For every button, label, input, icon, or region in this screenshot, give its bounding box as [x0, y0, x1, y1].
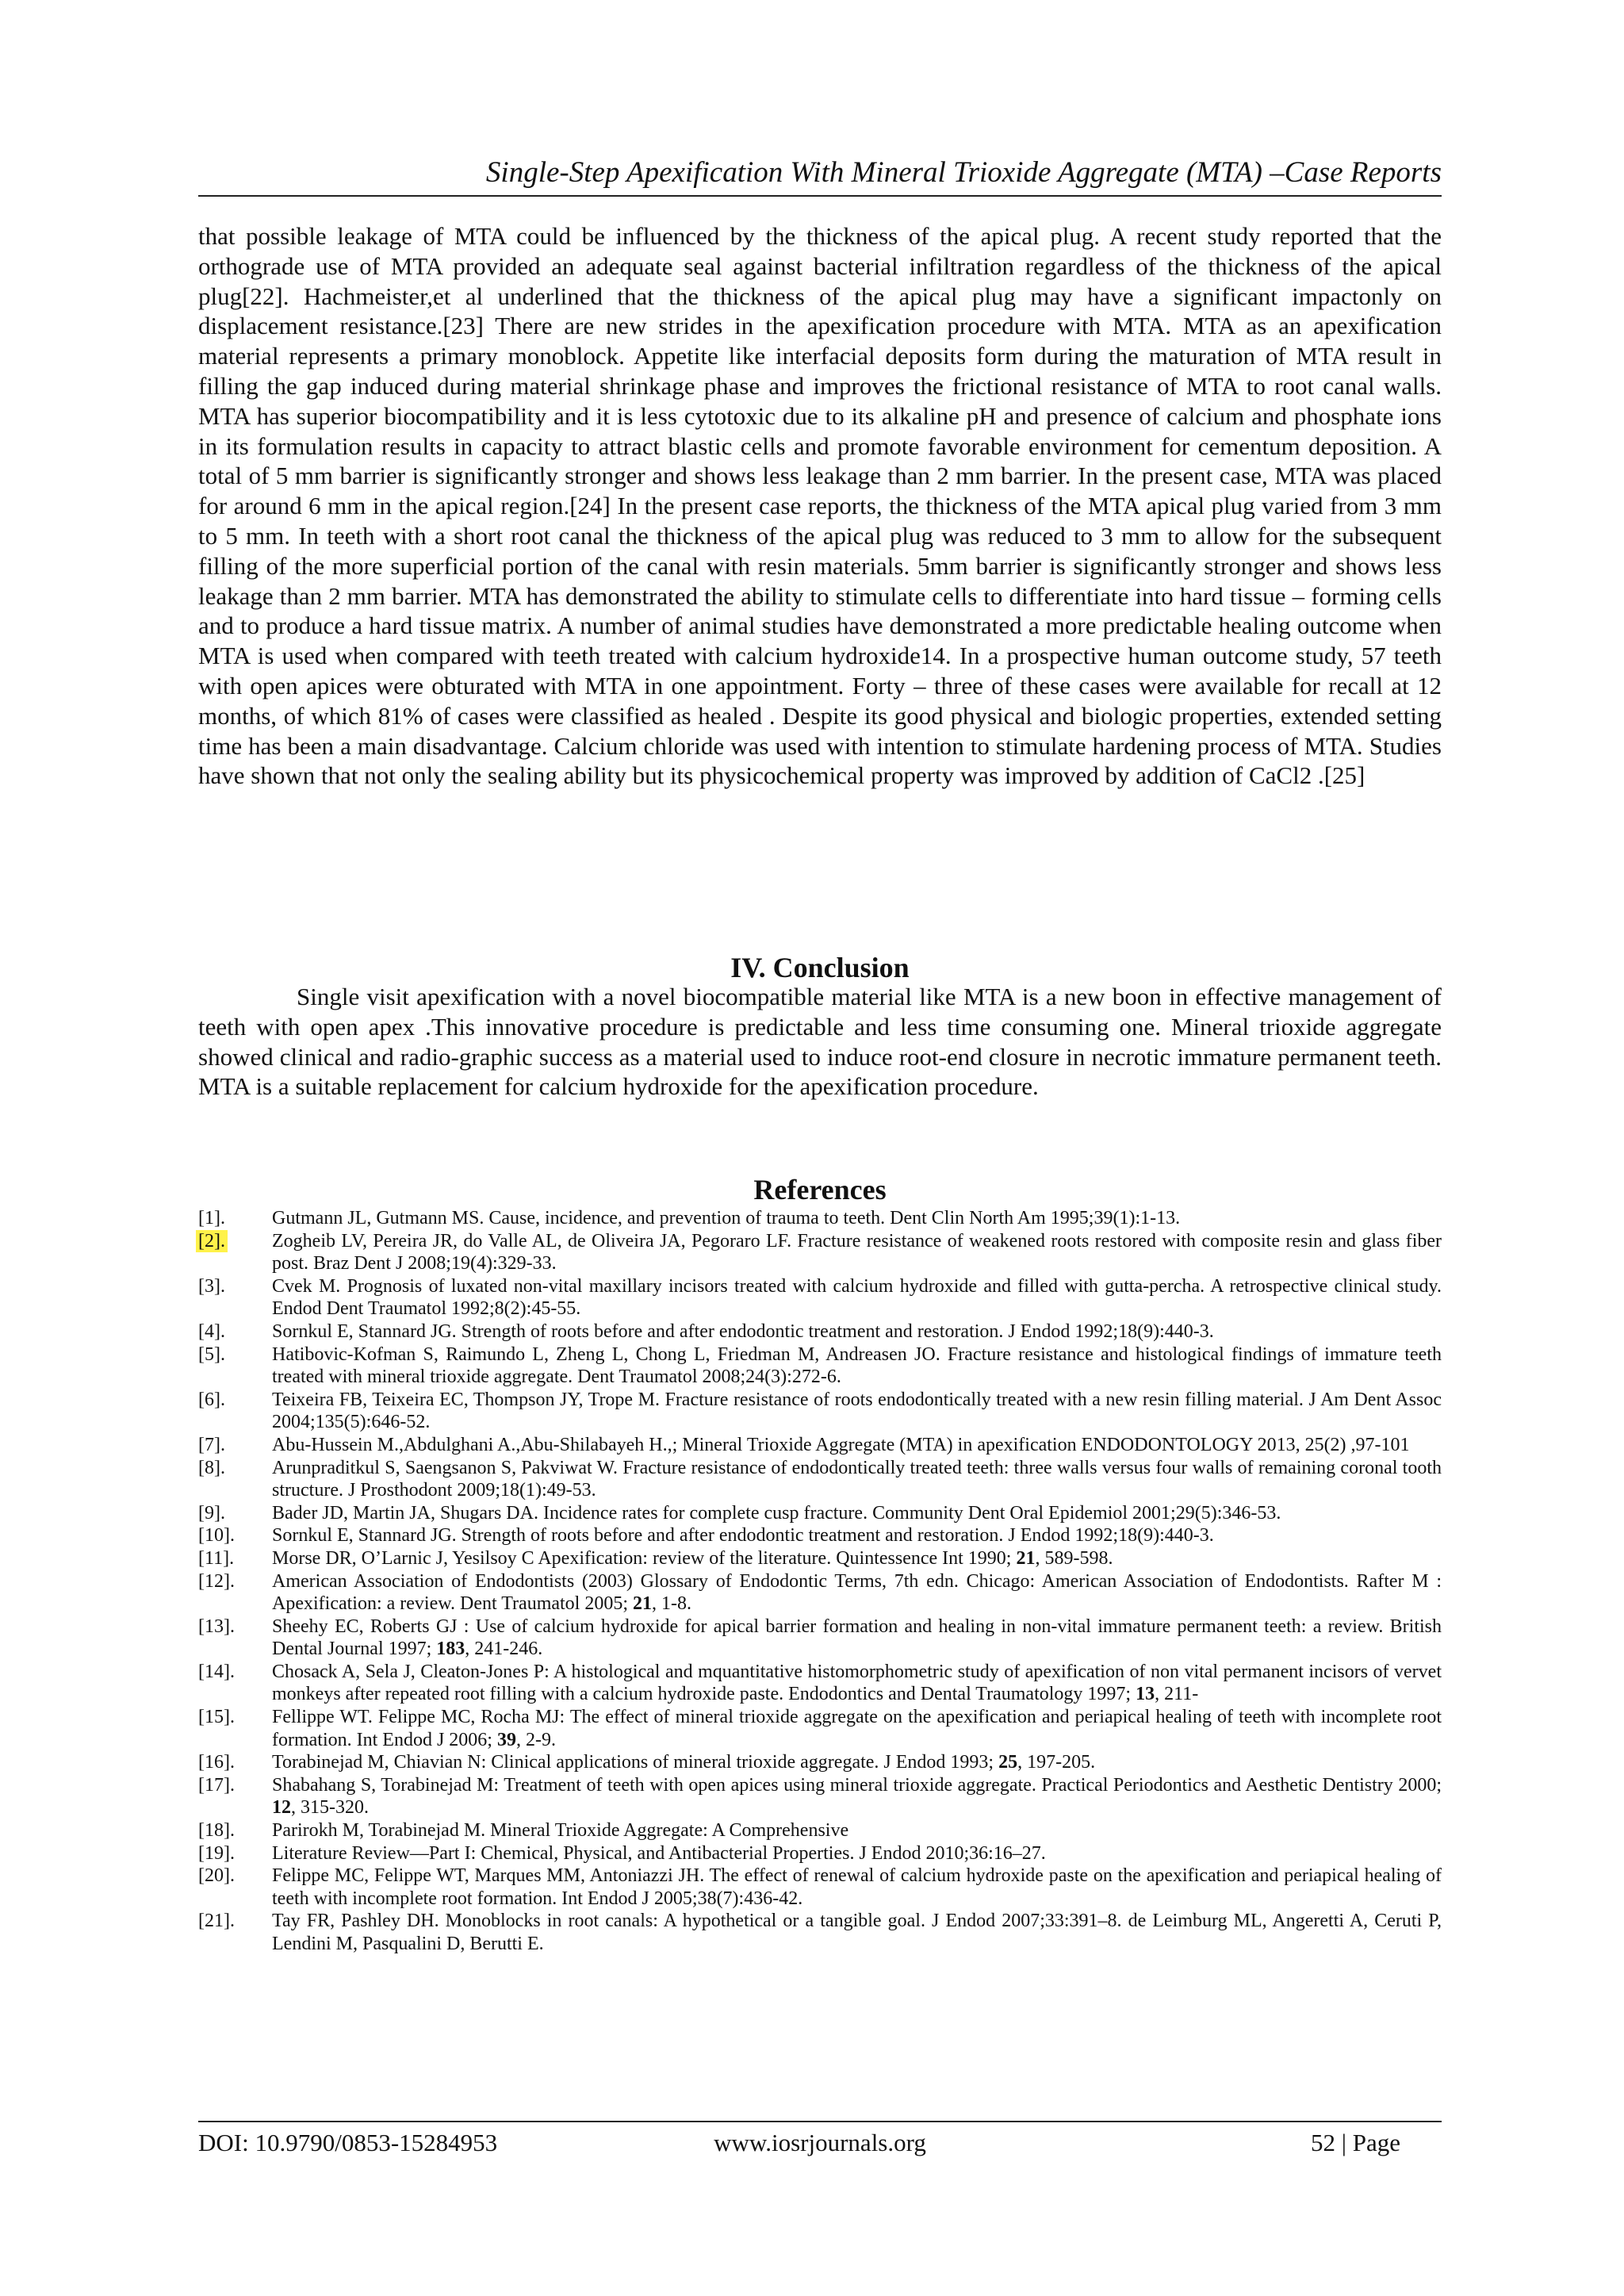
reference-text-part: Bader JD, Martin JA, Shugars DA. Incidence rates for complete cusp fracture. Community Dent Oral Epidemiol 2001;29(5):346-53.	[272, 1502, 1281, 1524]
footer-divider	[198, 2121, 1442, 2122]
reference-text	[272, 1865, 1442, 1909]
references-list	[198, 1207, 1442, 1956]
reference-number: [8].	[198, 1457, 225, 1478]
reference-item	[198, 1570, 1442, 1616]
reference-item	[198, 1842, 1442, 1865]
reference-text	[272, 1616, 1442, 1660]
reference-number: [7].	[198, 1434, 225, 1455]
reference-item	[198, 1774, 1442, 1819]
reference-text	[272, 1820, 848, 1841]
reference-text-part: Gutmann JL, Gutmann MS. Cause, incidence, and prevention of trauma to teeth. Dent Clin North Am 1995;39(1):1-13.	[272, 1208, 1181, 1228]
reference-number: [15].	[198, 1707, 235, 1728]
footer-website: www.iosrjournals.org	[714, 2129, 926, 2156]
reference-text-part: Torabinejad M, Chiavian N: Clinical applications of mineral trioxide aggregate. J Endod 1993;	[272, 1752, 999, 1773]
reference-text-part: Literature Review—Part I: Chemical, Physical, and Antibacterial Properties. J Endod 2010;36:16–27.	[272, 1842, 1046, 1864]
reference-text	[272, 1276, 1442, 1320]
reference-number: [11].	[198, 1547, 235, 1569]
reference-volume: 39	[496, 1729, 516, 1750]
reference-text-part: Shabahang S, Torabinejad M: Treatment of teeth with open apices using mineral trioxide aggregate. Practical Periodontics and Aesthetic Dentistry 2000;	[272, 1774, 1442, 1796]
reference-item	[198, 1819, 1442, 1842]
reference-text-part: Zogheib LV, Pereira JR, do Valle AL, de Oliveira JA, Pegoraro LF. Fracture resistance of weakened roots restored with composite resin and glass fiber post. Braz Dent J 2008;19(4):329-33.	[272, 1230, 1442, 1274]
reference-text-part: Morse DR, O’Larnic J, Yesilsoy C Apexification: review of the literature. Quintessence Int 1990;	[272, 1547, 1017, 1569]
reference-number: [19].	[198, 1842, 235, 1864]
conclusion-heading: IV. Conclusion	[730, 952, 910, 983]
reference-item	[198, 1865, 1442, 1910]
reference-text-part: , 241-246.	[465, 1639, 543, 1660]
reference-text-part: Felippe MC, Felippe WT, Marques MM, Antoniazzi JH. The effect of renewal of calcium hydroxide paste on the apexification and periapical healing of teeth with incomplete root formation. Int Endod J 2005;38(7):436-42.	[272, 1865, 1442, 1909]
reference-text-part: Abu-Hussein M.,Abdulghani A.,Abu-Shilabayeh H.,; Mineral Trioxide Aggregate (MTA) in apexification ENDODONTOLOGY 2013, 25(2) ,97-101	[272, 1434, 1410, 1455]
reference-number: [1].	[198, 1208, 225, 1228]
reference-text	[272, 1458, 1442, 1501]
reference-text	[272, 1435, 1410, 1455]
reference-text	[272, 1548, 1113, 1569]
reference-number: [13].	[198, 1616, 235, 1637]
reference-number: [4].	[198, 1320, 225, 1342]
conclusion-paragraph: Single visit apexification with a novel biocompatible material like MTA is a new boon in effective management of teeth with open apex .This innovative procedure is predictable and less time consuming one. Mineral trioxide aggregate showed clinical and radio-graphic success as a material used to induce root-end closure in necrotic immature permanent teeth. MTA is a suitable replacement for calcium hydroxide for the apexification procedure.	[198, 983, 1442, 1101]
reference-number: [5].	[198, 1343, 225, 1365]
reference-text-part: Chosack A, Sela J, Cleaton-Jones P: A histological and mquantitative histomorphometric study of apexification of non vital permanent incisors of vervet monkeys after repeated root filling with a calcium hydroxide paste. Endodontics and Dental Traumatology 1997;	[272, 1661, 1442, 1705]
reference-text	[272, 1321, 1214, 1342]
reference-number: [18].	[198, 1820, 235, 1842]
reference-number: [9].	[198, 1502, 225, 1524]
reference-text-part: Sornkul E, Stannard JG. Strength of roots before and after endodontic treatment and restoration. J Endod 1992;18(9):440-3.	[272, 1525, 1214, 1547]
reference-number: [2].	[196, 1230, 228, 1253]
reference-number: [21].	[198, 1911, 235, 1932]
reference-volume: 25	[998, 1752, 1018, 1773]
reference-text-part: Tay FR, Pashley DH. Monoblocks in root canals: A hypothetical or a tangible goal. J Endod 2007;33:391–8. de Leimburg ML, Angeretti A, Ceruti P, Lendini M, Pasqualini D, Berutti E.	[272, 1911, 1442, 1954]
reference-volume: 13	[1136, 1684, 1155, 1705]
reference-text	[272, 1525, 1214, 1546]
reference-text-part: Parirokh M, Torabinejad M. Mineral Trioxide Aggregate: A Comprehensive	[272, 1820, 849, 1842]
reference-item	[198, 1457, 1442, 1502]
reference-number: [16].	[198, 1752, 235, 1773]
reference-item	[198, 1751, 1442, 1774]
reference-text	[272, 1775, 1442, 1819]
reference-item	[198, 1389, 1442, 1434]
reference-text-part: American Association of Endodontists (2003) Glossary of Endodontic Terms, 7th edn. Chicago: American Association of Endodontists. Rafter M : Apexification: a review. Dent Traumatol 2005;	[272, 1570, 1442, 1615]
reference-item	[198, 1434, 1442, 1457]
reference-item	[198, 1706, 1442, 1751]
references-heading: References	[753, 1174, 887, 1205]
reference-text	[272, 1389, 1442, 1433]
footer-page-number: 52 | Page	[1311, 2129, 1400, 2156]
reference-text-part: , 197-205.	[1017, 1752, 1096, 1773]
reference-text	[272, 1208, 1180, 1228]
header-divider	[198, 195, 1442, 197]
reference-item	[198, 1207, 1442, 1230]
reference-text	[272, 1911, 1442, 1954]
footer-doi: DOI: 10.9790/0853-15284953	[198, 2129, 498, 2156]
reference-text	[272, 1503, 1281, 1524]
reference-number: [6].	[198, 1389, 225, 1410]
reference-item	[198, 1910, 1442, 1955]
reference-text	[272, 1344, 1442, 1388]
reference-text-part: , 1-8.	[652, 1593, 692, 1615]
reference-text-part: Hatibovic-Kofman S, Raimundo L, Zheng L, Chong L, Friedman M, Andreasen JO. Fracture resistance and histological findings of immature teeth treated with mineral trioxide aggregate. Dent Traumatol 2008;24(3):272-6.	[272, 1343, 1442, 1388]
reference-item	[198, 1343, 1442, 1389]
reference-text-part: , 2-9.	[515, 1729, 556, 1750]
reference-text	[272, 1662, 1442, 1705]
reference-text	[272, 1231, 1442, 1274]
reference-volume: 183	[436, 1639, 465, 1660]
reference-text-part: , 589-598.	[1035, 1547, 1113, 1569]
reference-number: [12].	[198, 1570, 235, 1592]
reference-item	[198, 1547, 1442, 1570]
reference-text-part: , 211-	[1155, 1684, 1199, 1705]
reference-item	[198, 1661, 1442, 1706]
reference-text-part: Sornkul E, Stannard JG. Strength of roots before and after endodontic treatment and restoration. J Endod 1992;18(9):440-3.	[272, 1320, 1214, 1342]
page-footer	[198, 2125, 1442, 2160]
reference-text-part: Fellippe WT. Felippe MC, Rocha MJ: The effect of mineral trioxide aggregate on the apexification and periapical healing of teeth with incomplete root formation. Int Endod J 2006;	[272, 1707, 1442, 1750]
reference-text-part: , 315-320.	[291, 1797, 369, 1819]
reference-item	[198, 1320, 1442, 1343]
reference-number: [3].	[198, 1275, 225, 1297]
reference-text	[272, 1571, 1442, 1615]
reference-volume: 21	[1016, 1547, 1036, 1569]
reference-text-part: Teixeira FB, Teixeira EC, Thompson JY, Trope M. Fracture resistance of roots endodontically treated with a new resin filling material. J Am Dent Assoc 2004;135(5):646-52.	[272, 1389, 1442, 1433]
reference-text-part: Cvek M. Prognosis of luxated non-vital maxillary incisors treated with calcium hydroxide and filled with gutta-percha. A retrospective clinical study. Endod Dent Traumatol 1992;8(2):45-55.	[272, 1275, 1442, 1320]
reference-volume: 12	[272, 1797, 291, 1819]
reference-text	[272, 1752, 1095, 1773]
reference-text	[272, 1707, 1442, 1750]
reference-item	[198, 1524, 1442, 1547]
reference-item	[198, 1616, 1442, 1661]
reference-number: [20].	[198, 1865, 235, 1887]
reference-number: [17].	[198, 1774, 235, 1796]
reference-text-part: Sheehy EC, Roberts GJ : Use of calcium hydroxide for apical barrier formation and healing in non-vital immature permanent teeth: a review. British Dental Journal 1997;	[272, 1616, 1442, 1660]
discussion-body	[198, 221, 1442, 791]
discussion-paragraph: that possible leakage of MTA could be influenced by the thickness of the apical plug. A recent study reported that the orthograde use of MTA provided an adequate seal against bacterial infiltration regardless of the thickness of the apical plug[22]. Hachmeister,et al underlined that the thickness of the apical plug may have a significant impactonly on displacement resistance.[23] There are new strides in the apexification procedure with MTA. MTA as an apexification material represents a primary monoblock. Appetite like interfacial deposits form during the maturation of MTA result in filling the gap induced during material shrinkage phase and improves the frictional resistance of MTA to root canal walls. MTA has superior biocompatibility and it is less cytotoxic due to its alkaline pH and presence of calcium and phosphate ions in its formulation results in capacity to attract blastic cells and promote favorable environment for cementum deposition. A total of 5 mm barrier is significantly stronger and shows less leakage than 2 mm barrier. In the present case, MTA was placed for around 6 mm in the apical region.[24] In the present case reports, the thickness of the MTA apical plug varied from 3 mm to 5 mm. In teeth with a short root canal the thickness of the apical plug was reduced to 3 mm to allow for the subsequent filling of the more superficial portion of the canal with resin materials. 5mm barrier is significantly stronger and shows less leakage than 2 mm barrier. MTA has demonstrated the ability to stimulate cells to differentiate into hard tissue – forming cells and to produce a hard tissue matrix. A number of animal studies have demonstrated a more predictable healing outcome when MTA is used when compared with teeth treated with calcium hydroxide14. In a prospective human outcome study, 57 teeth with open apices were obturated with MTA in one appointment. Forty – three of these cases were available for recall at 12 months, of which 81% of cases were classified as healed . Despite its good physical and biologic properties, extended setting time has been a main disadvantage. Calcium chloride was used with intention to stimulate hardening process of MTA. Studies have shown that not only the sealing ability but its physicochemical property was improved by addition of CaCl2 .[25]	[198, 222, 1442, 790]
reference-text-part: Arunpraditkul S, Saengsanon S, Pakviwat W. Fracture resistance of endodontically treated teeth: three walls versus four walls of remaining coronal tooth structure. J Prosthodont 2009;18(1):49-53.	[272, 1457, 1442, 1501]
running-header-title: Single-Step Apexification With Mineral Trioxide Aggregate (MTA) –Case Reports	[485, 156, 1442, 189]
reference-number: [14].	[198, 1661, 235, 1682]
reference-volume: 21	[633, 1593, 653, 1615]
reference-item	[198, 1230, 1442, 1275]
reference-text	[272, 1843, 1046, 1864]
reference-item	[198, 1275, 1442, 1320]
reference-number: [10].	[198, 1525, 235, 1547]
reference-item	[198, 1502, 1442, 1525]
